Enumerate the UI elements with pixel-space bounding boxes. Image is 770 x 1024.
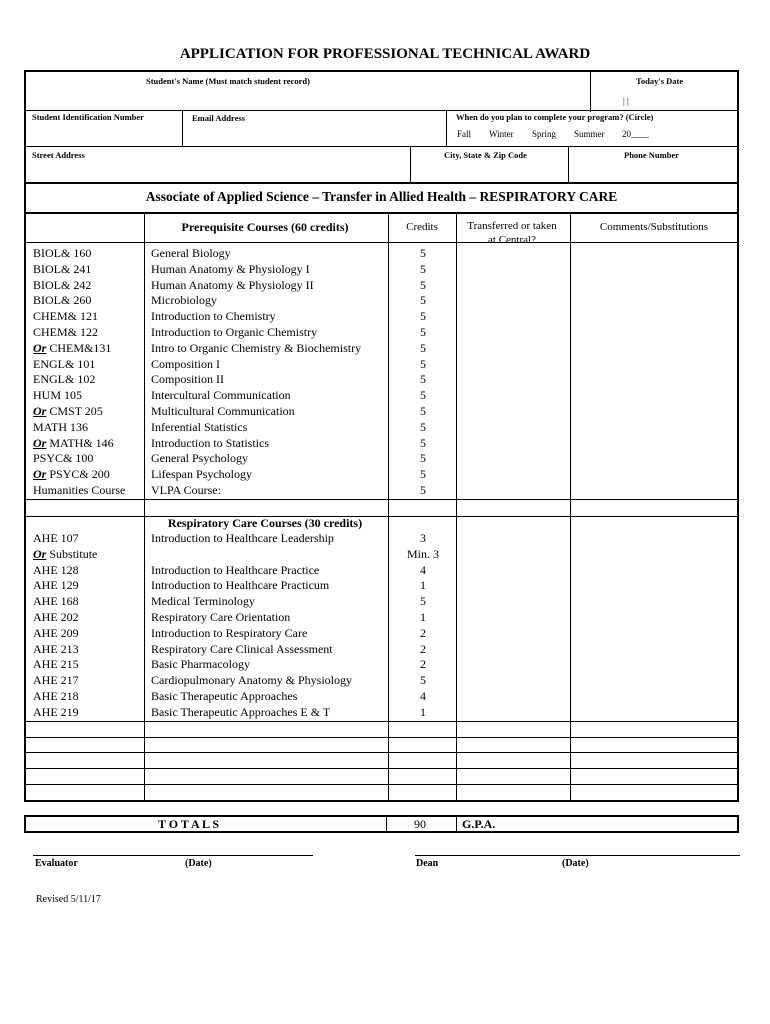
evaluator-date-label: (Date) — [185, 858, 212, 869]
course-credits: 4 — [420, 689, 426, 703]
course-credits: 5 — [420, 435, 426, 450]
course-code: AHE 215 — [33, 657, 79, 672]
course-code: BIOL& 260 — [33, 293, 92, 308]
course-code: BIOL& 241 — [33, 261, 92, 276]
course-code: HUM 105 — [33, 388, 83, 403]
course-name: Respiratory Care Clinical Assessment — [151, 641, 333, 656]
revised-note: Revised 5/11/17 — [36, 894, 101, 905]
course-name: Introduction to Healthcare Leadership — [151, 531, 334, 545]
course-name: Introduction to Statistics — [151, 435, 269, 450]
student-id-label: Student Identification Number — [32, 112, 144, 122]
course-name: Introduction to Healthcare Practice — [151, 562, 320, 577]
course-credits: 5 — [420, 483, 426, 497]
course-credits: 5 — [420, 419, 426, 434]
street-label: Street Address — [32, 150, 85, 160]
course-table — [24, 214, 739, 802]
course-code: AHE 129 — [33, 578, 79, 593]
course-code: AHE 128 — [33, 562, 79, 577]
course-name: Basic Therapeutic Approaches E & T — [151, 704, 331, 719]
course-name: Basic Pharmacology — [151, 657, 250, 672]
course-credits: 2 — [420, 625, 426, 640]
form-title: APPLICATION FOR PROFESSIONAL TECHNICAL AWARD — [179, 46, 591, 62]
gpa-label: G.P.A. — [462, 817, 496, 831]
transferred-header: Transferred or taken at Central? — [467, 220, 557, 246]
course-name: Introduction to Organic Chemistry — [151, 325, 318, 339]
course-code: Or CMST 205 — [33, 404, 103, 418]
email-label: Email Address — [192, 113, 245, 123]
or-marker: Or — [33, 467, 47, 482]
dean-label: Dean — [416, 858, 439, 869]
course-credits: 5 — [420, 673, 426, 688]
course-credits: 2 — [420, 641, 426, 656]
date-field-slashes[interactable]: | | — [623, 96, 629, 106]
course-credits: 5 — [420, 277, 426, 292]
course-name: General Biology — [151, 246, 231, 260]
quarter-spring[interactable]: Spring — [532, 129, 557, 139]
course-code: Humanities Course — [33, 483, 126, 497]
program-title: Associate of Applied Science – Transfer in Allied Health – RESPIRATORY CARE — [24, 184, 739, 214]
course-name: Introduction to Healthcare Practicum — [151, 578, 330, 593]
course-name: Medical Terminology — [151, 594, 255, 609]
course-code: ENGL& 102 — [33, 372, 96, 387]
course-credits: 5 — [420, 340, 426, 355]
course-credits: 1 — [420, 610, 426, 624]
course-code: AHE 107 — [33, 531, 79, 545]
course-code: MATH 136 — [33, 419, 89, 434]
course-credits: 5 — [420, 404, 426, 418]
course-name: Composition II — [151, 372, 225, 387]
totals-value: 90 — [414, 817, 426, 831]
course-code: CHEM& 121 — [33, 309, 99, 324]
totals-row — [24, 815, 739, 833]
course-credits: 5 — [420, 309, 426, 324]
course-name: Microbiology — [151, 293, 217, 308]
course-name: Respiratory Care Orientation — [151, 610, 291, 624]
course-code: CHEM& 122 — [33, 325, 99, 339]
course-name: Multicultural Communication — [151, 404, 295, 418]
quarter-summer[interactable]: Summer — [574, 129, 605, 139]
course-code: Or Substitute — [33, 546, 98, 561]
course-credits: 5 — [420, 451, 426, 466]
course-code: AHE 202 — [33, 610, 79, 624]
or-marker: Or — [33, 546, 47, 561]
evaluator-signature-line[interactable] — [33, 855, 313, 856]
phone-label: Phone Number — [624, 150, 680, 160]
course-name: Human Anatomy & Physiology I — [151, 261, 310, 276]
course-name: Composition I — [151, 356, 221, 371]
course-credits: 5 — [420, 356, 426, 371]
course-credits: 1 — [420, 704, 426, 719]
course-name: Human Anatomy & Physiology II — [151, 277, 314, 292]
course-code: AHE 217 — [33, 673, 79, 688]
course-code: AHE 213 — [33, 641, 79, 656]
credits-header: Credits — [406, 221, 438, 233]
course-name: Intro to Organic Chemistry & Biochemistry — [151, 340, 362, 355]
city-label: City, State & Zip Code — [444, 150, 527, 160]
todays-date-label: Today's Date — [636, 76, 684, 86]
or-marker: Or — [33, 435, 47, 450]
course-credits: 5 — [420, 293, 426, 308]
course-code: AHE 168 — [33, 594, 79, 609]
course-credits: Min. 3 — [406, 546, 439, 561]
course-credits: 5 — [420, 325, 426, 339]
course-code: Or MATH& 146 — [33, 435, 114, 450]
course-name: Basic Therapeutic Approaches — [151, 689, 298, 703]
quarter-winter[interactable]: Winter — [489, 129, 514, 139]
dean-signature-line[interactable] — [415, 855, 740, 856]
comments-header: Comments/Substitutions — [599, 221, 709, 233]
totals-label: T O T A L S — [158, 817, 220, 831]
course-name: VLPA Course: — [151, 483, 221, 497]
or-marker: Or — [33, 404, 47, 418]
course-code: PSYC& 100 — [33, 451, 94, 466]
course-code: BIOL& 242 — [33, 277, 92, 292]
course-code: AHE 209 — [33, 625, 79, 640]
student-name-label: Student's Name (Must match student record) — [146, 76, 310, 86]
course-code: AHE 218 — [33, 689, 79, 703]
course-name: Introduction to Respiratory Care — [151, 625, 308, 640]
course-code: Or CHEM&131 — [33, 340, 112, 355]
course-credits: 5 — [420, 372, 426, 387]
course-credits: 1 — [420, 578, 426, 593]
course-credits: 5 — [420, 594, 426, 609]
course-credits: 4 — [420, 562, 426, 577]
course-code: Or PSYC& 200 — [33, 467, 110, 482]
evaluator-label: Evaluator — [35, 858, 78, 869]
course-name: Intercultural Communication — [151, 388, 291, 403]
course-code: BIOL& 160 — [33, 246, 92, 260]
course-credits: 5 — [420, 388, 426, 403]
course-name: General Psychology — [151, 451, 248, 466]
course-credits: 5 — [420, 246, 426, 260]
resp-heading: Respiratory Care Courses (30 credits) — [167, 516, 363, 530]
course-credits: 2 — [420, 657, 426, 672]
course-name: Lifespan Psychology — [151, 467, 252, 482]
course-credits: 5 — [420, 261, 426, 276]
course-credits: 5 — [420, 467, 426, 482]
course-name: Introduction to Chemistry — [151, 309, 276, 324]
student-info-box — [24, 70, 739, 184]
dean-date-label: (Date) — [562, 858, 589, 869]
prereq-heading: Prerequisite Courses (60 credits) — [181, 220, 349, 234]
course-name: Inferential Statistics — [151, 419, 248, 434]
course-code: ENGL& 101 — [33, 356, 96, 371]
course-code: AHE 219 — [33, 704, 79, 719]
or-marker: Or — [33, 340, 47, 355]
course-name: Cardiopulmonary Anatomy & Physiology — [151, 673, 352, 688]
course-credits: 3 — [420, 531, 426, 545]
quarter-year[interactable]: 20____ — [622, 129, 649, 139]
plan-question-label: When do you plan to complete your program? (Circle) — [456, 112, 654, 122]
quarter-fall[interactable]: Fall — [457, 129, 472, 139]
